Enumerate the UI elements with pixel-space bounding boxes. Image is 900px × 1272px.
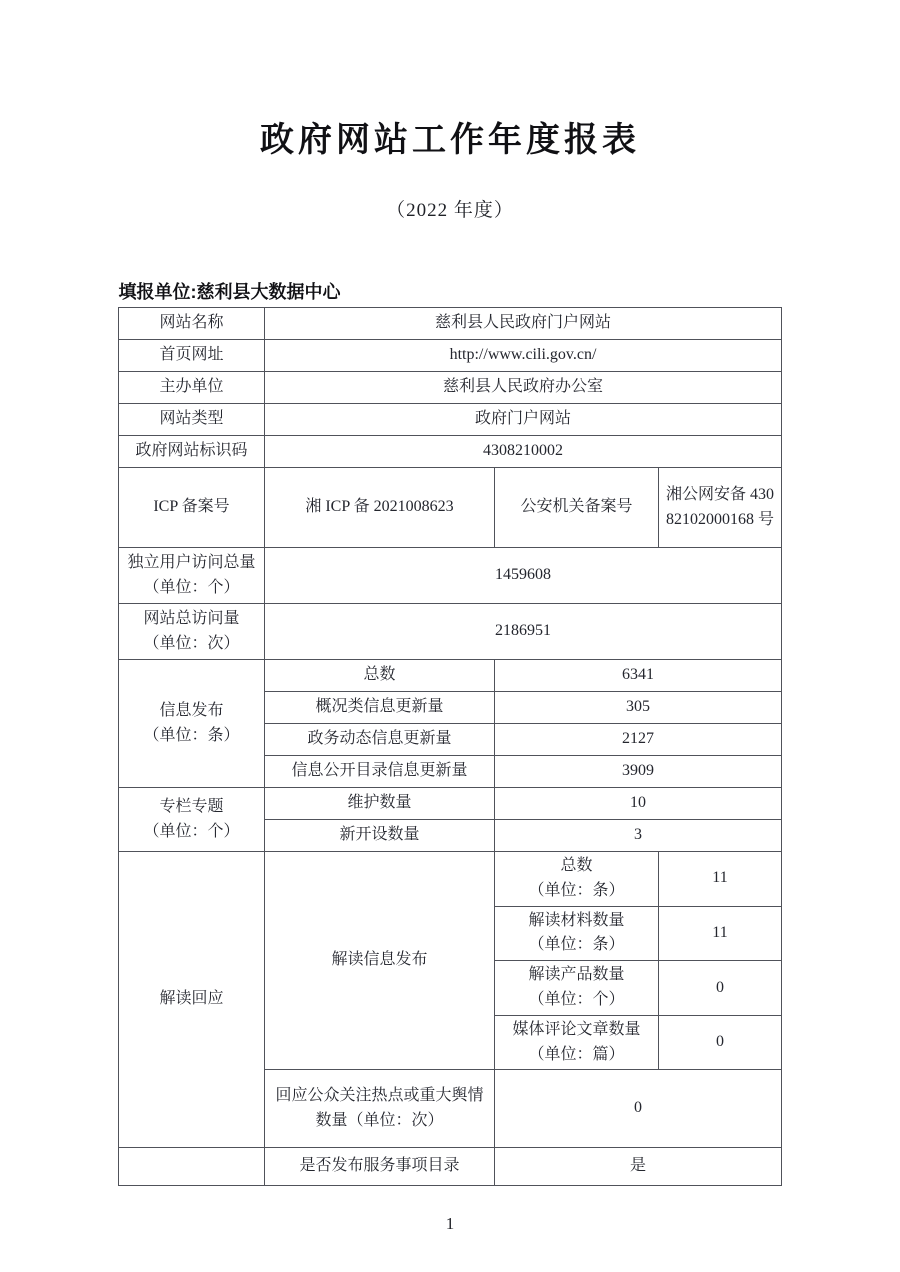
- special-topics-maintained-label: 维护数量: [264, 788, 494, 820]
- table-row-special-topics-maintained: [118, 788, 781, 820]
- special-topics-group-unit: （单位：个）: [143, 822, 240, 840]
- interpretation-publish-label: 解读信息发布: [264, 852, 494, 1070]
- service-catalog-empty-cell: [118, 1148, 264, 1186]
- info-publish-group-label: [118, 660, 264, 788]
- interpretation-total-label: [494, 852, 658, 907]
- special-topics-new-label: 新开设数量: [264, 820, 494, 852]
- table-row-site-type: [118, 404, 781, 436]
- security-record-label: 公安机关备案号: [494, 468, 658, 548]
- site-id-code-value: 4308210002: [264, 436, 781, 468]
- table-row-total-visits: [118, 604, 781, 660]
- total-visits-label: [118, 604, 264, 660]
- service-catalog-label: 是否发布服务事项目录: [264, 1148, 494, 1186]
- interpretation-products-unit-text: （单位：个）: [528, 990, 625, 1008]
- info-publish-dynamics-value: 2127: [494, 724, 781, 756]
- hotspot-response-label: 回应公众关注热点或重大舆情数量（单位：次）: [264, 1070, 494, 1148]
- unique-visitors-label: 独立用户访问总量（单位：个）: [118, 548, 264, 604]
- homepage-url-value: http://www.cili.gov.cn/: [264, 340, 781, 372]
- total-visits-unit-text: （单位：次）: [143, 634, 240, 652]
- site-type-label: 网站类型: [118, 404, 264, 436]
- table-row-homepage-url: [118, 340, 781, 372]
- interpretation-media-label-text: 媒体评论文章数量: [512, 1020, 641, 1038]
- interpretation-materials-label-text: 解读材料数量: [528, 911, 625, 929]
- table-row-service-catalog: [118, 1148, 781, 1186]
- interpretation-total-value: 11: [658, 852, 781, 907]
- interpretation-products-label: [494, 961, 658, 1016]
- security-record-value: 湘公网安备 43082102000168 号: [658, 468, 781, 548]
- interpretation-media-unit-text: （单位：篇）: [528, 1045, 625, 1063]
- info-publish-dynamics-label: 政务动态信息更新量: [264, 724, 494, 756]
- site-name-value: 慈利县人民政府门户网站: [264, 308, 781, 340]
- service-catalog-value: 是: [494, 1148, 781, 1186]
- special-topics-group-label: [118, 788, 264, 852]
- sponsor-unit-value: 慈利县人民政府办公室: [264, 372, 781, 404]
- info-publish-directory-label: 信息公开目录信息更新量: [264, 756, 494, 788]
- info-publish-overview-value: 305: [494, 692, 781, 724]
- info-publish-directory-value: 3909: [494, 756, 781, 788]
- site-id-code-label: 政府网站标识码: [118, 436, 264, 468]
- table-row-sponsor-unit: [118, 372, 781, 404]
- special-topics-group-title: 专栏专题: [159, 797, 224, 815]
- icp-value: 湘 ICP 备 2021008623: [264, 468, 494, 548]
- interpretation-products-value: 0: [658, 961, 781, 1016]
- page-subtitle: （2022 年度）: [386, 200, 514, 221]
- interpretation-materials-value: 11: [658, 906, 781, 961]
- total-visits-value: 2186951: [264, 604, 781, 660]
- info-publish-group-title: 信息发布: [159, 701, 224, 719]
- homepage-url-label: 首页网址: [118, 340, 264, 372]
- special-topics-maintained-value: 10: [494, 788, 781, 820]
- site-type-value: 政府门户网站: [264, 404, 781, 436]
- page-title: 政府网站工作年度报表: [260, 121, 640, 159]
- site-name-label: 网站名称: [118, 308, 264, 340]
- table-row-interpretation-total: [118, 852, 781, 907]
- interpretation-materials-label: [494, 906, 658, 961]
- interpretation-materials-unit-text: （单位：条）: [528, 936, 625, 954]
- total-visits-label-text: 网站总访问量: [143, 609, 240, 627]
- hotspot-response-value: 0: [494, 1070, 781, 1148]
- table-row-site-id-code: [118, 436, 781, 468]
- icp-label: ICP 备案号: [118, 468, 264, 548]
- interpretation-media-label: [494, 1015, 658, 1070]
- info-publish-group-unit: （单位：条）: [143, 726, 240, 744]
- table-row-info-publish-total: [118, 660, 781, 692]
- interpretation-media-value: 0: [658, 1015, 781, 1070]
- info-publish-total-label: 总数: [264, 660, 494, 692]
- table-row-site-name: [118, 308, 781, 340]
- reporting-unit: 填报单位:慈利县大数据中心: [118, 282, 341, 302]
- interpretation-total-label-text: 总数: [560, 857, 593, 874]
- annual-report-table: [118, 307, 782, 1186]
- special-topics-new-value: 3: [494, 820, 781, 852]
- sponsor-unit-label: 主办单位: [118, 372, 264, 404]
- interpretation-total-unit-text: （单位：条）: [528, 881, 625, 899]
- info-publish-overview-label: 概况类信息更新量: [264, 692, 494, 724]
- interpretation-group-label: 解读回应: [118, 852, 264, 1148]
- unique-visitors-value: 1459608: [264, 548, 781, 604]
- interpretation-products-label-text: 解读产品数量: [528, 966, 625, 984]
- page-number: 1: [445, 1214, 455, 1234]
- table-row-unique-visitors: [118, 548, 781, 604]
- table-row-icp: [118, 468, 781, 548]
- info-publish-total-value: 6341: [494, 660, 781, 692]
